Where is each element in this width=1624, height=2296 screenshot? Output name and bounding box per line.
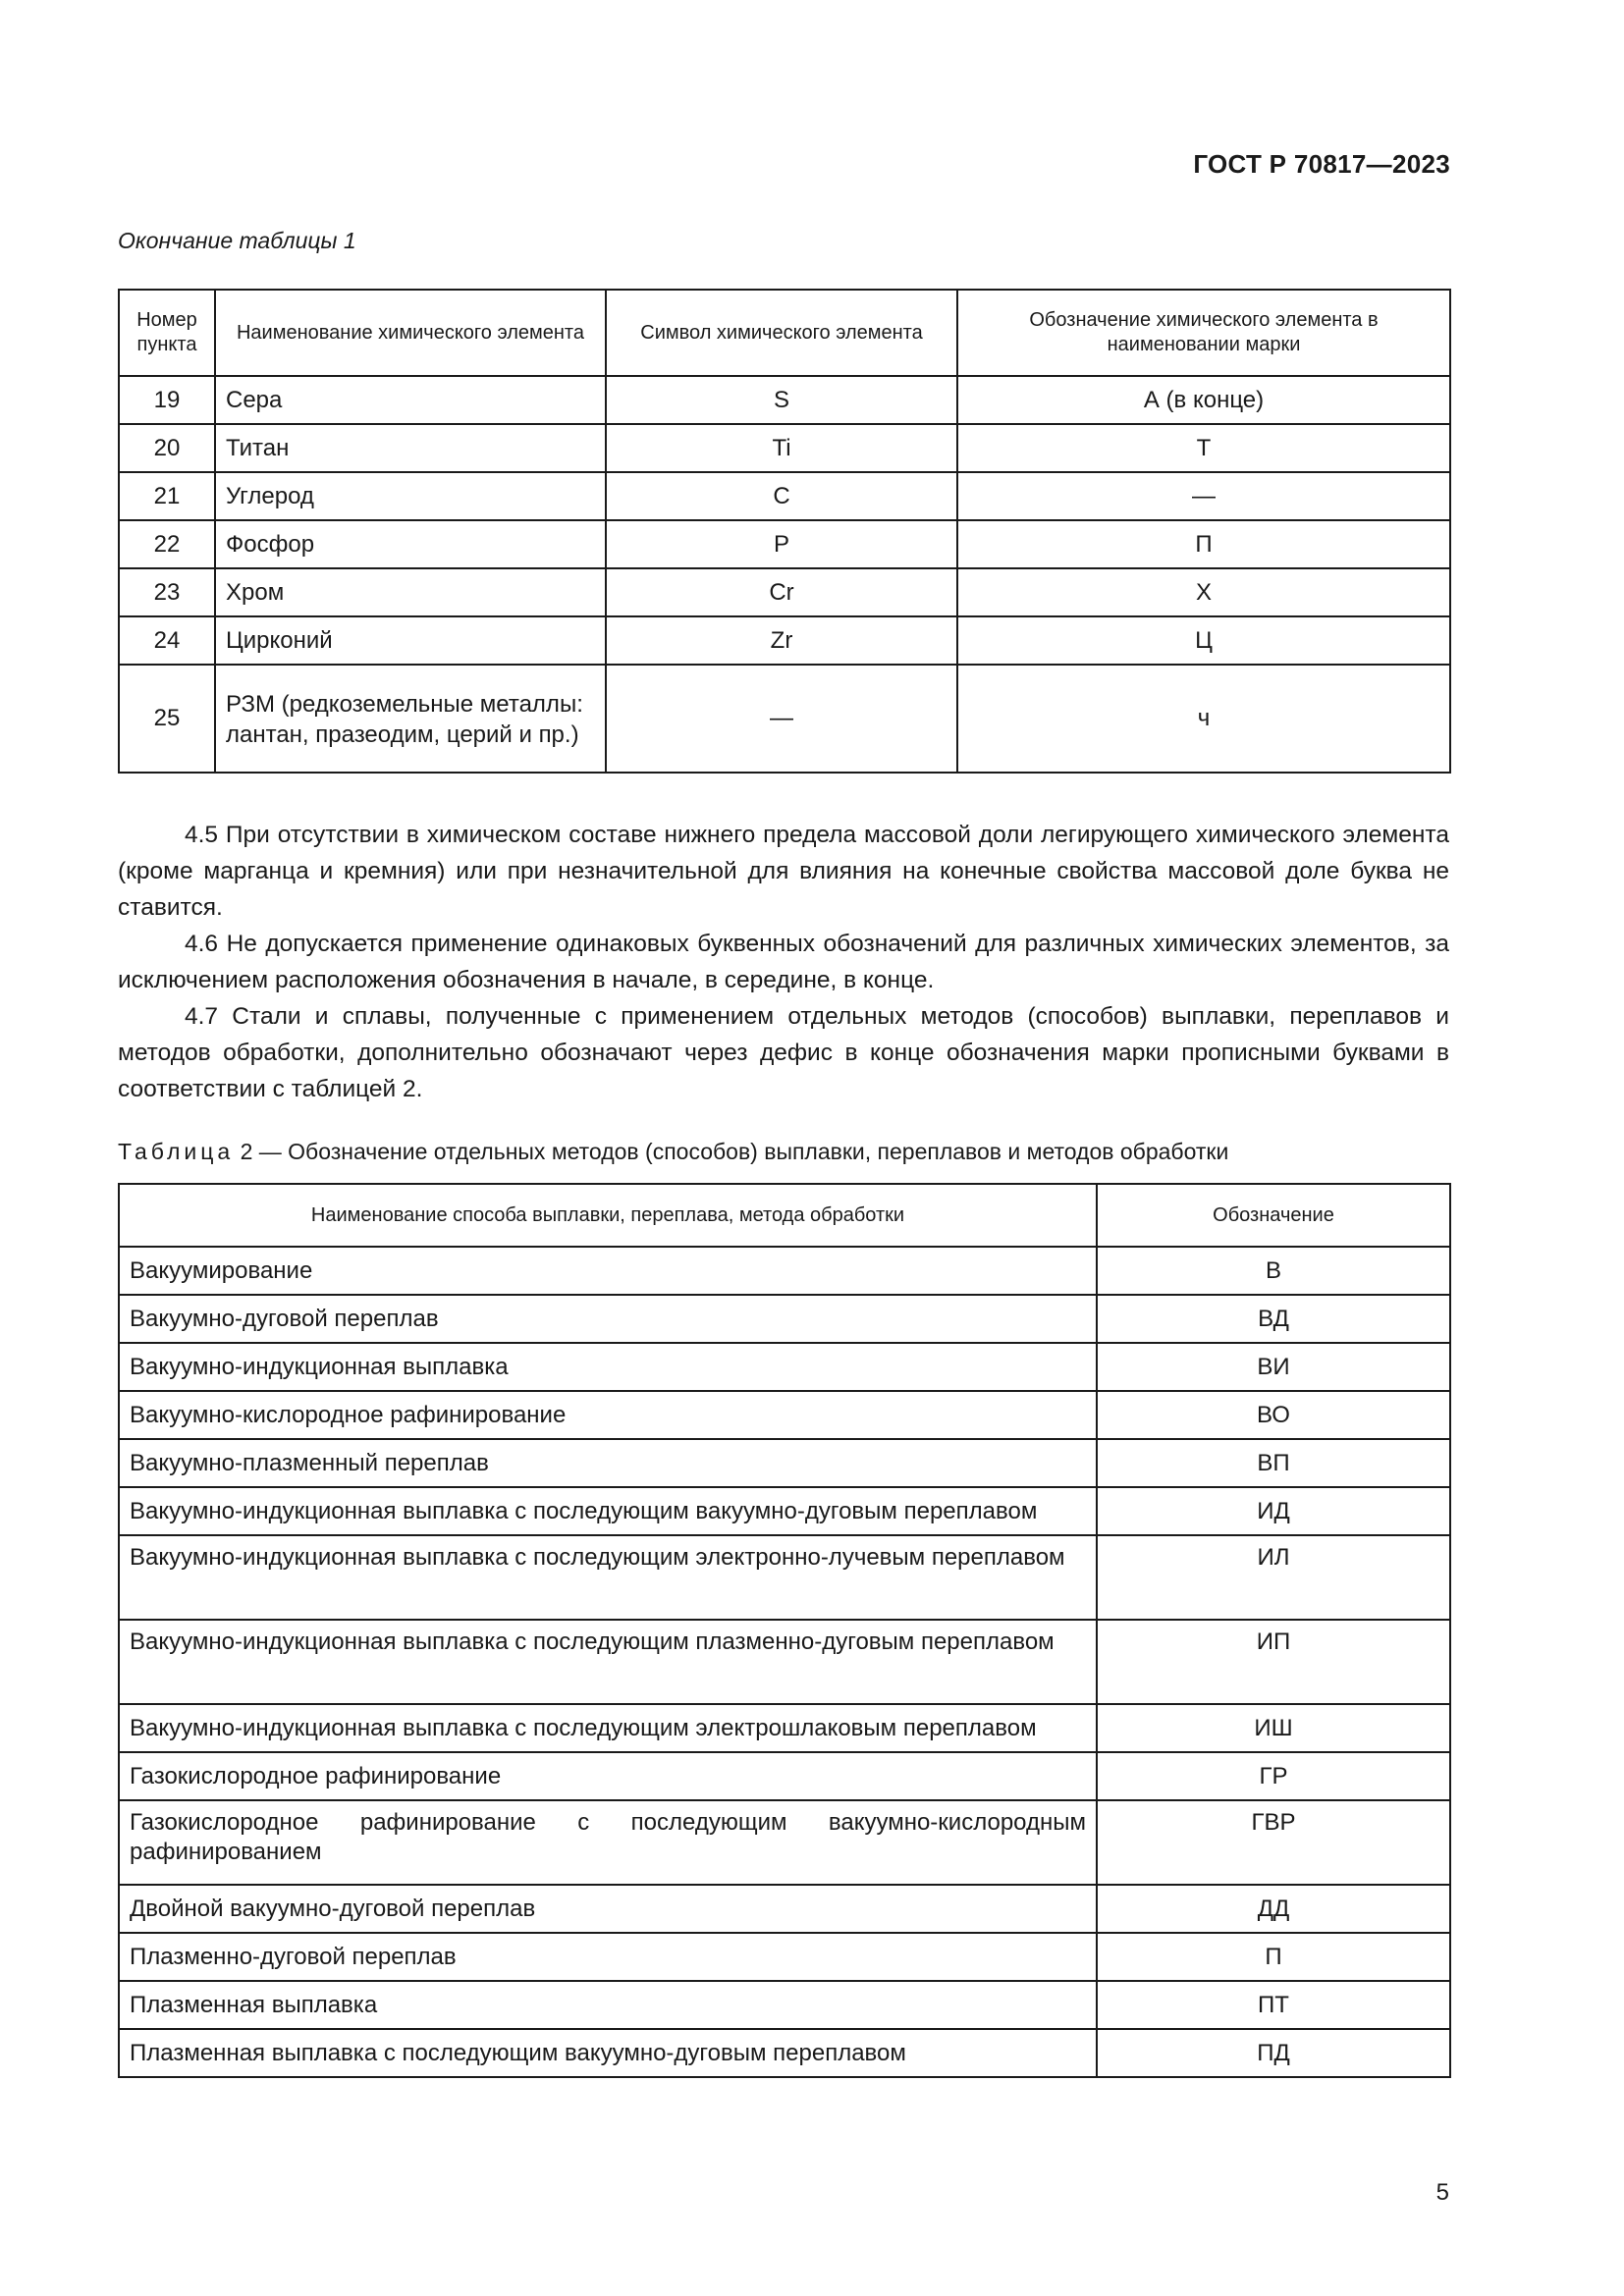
method-code: ВИ — [1097, 1343, 1450, 1391]
paragraph-4-6: 4.6 Не допускается применение одинаковых буквенных обозначений для различных химических элементов, за исключением расположения обозначения в начале, в середине, в конце. — [118, 931, 1449, 993]
element-name: Фосфор — [215, 520, 606, 568]
row-number: 21 — [119, 472, 215, 520]
method-name: Плазменно-дуговой переплав — [119, 1933, 1097, 1981]
table-row — [119, 1981, 1450, 2029]
element-designation: — — [957, 472, 1450, 520]
table-row — [119, 472, 1450, 520]
table-row — [119, 1704, 1450, 1752]
table2-caption-text: 2 — Обозначение отдельных методов (способов) выплавки, переплавов и методов обработки — [240, 1139, 1229, 1164]
method-name: Газокислородное рафинирование с последующим вакуумно-кислородным рафинированием — [119, 1800, 1097, 1885]
row-number: 19 — [119, 376, 215, 424]
method-name: Газокислородное рафинирование — [119, 1752, 1097, 1800]
chemical-elements-table — [118, 289, 1451, 774]
table2-caption-label: Таблица — [118, 1139, 235, 1164]
method-code: ИЛ — [1097, 1535, 1450, 1620]
method-name: Вакуумно-кислородное рафинирование — [119, 1391, 1097, 1439]
element-symbol: С — [606, 472, 957, 520]
method-code: ПД — [1097, 2029, 1450, 2077]
method-name: Вакуумно-индукционная выплавка с последующим электрошлаковым переплавом — [119, 1704, 1097, 1752]
method-name: Вакуумно-индукционная выплавка с последующим электронно-лучевым переплавом — [119, 1535, 1097, 1620]
element-name: Сера — [215, 376, 606, 424]
table-row — [119, 1247, 1450, 1295]
col-header-element-symbol: Символ химического элемента — [606, 290, 957, 376]
method-code: ИШ — [1097, 1704, 1450, 1752]
method-name: Плазменная выплавка с последующим вакуумно-дуговым переплавом — [119, 2029, 1097, 2077]
table-row — [119, 1800, 1450, 1885]
table-row — [119, 1885, 1450, 1933]
element-symbol: Cr — [606, 568, 957, 616]
element-designation: ч — [957, 665, 1450, 773]
body-text — [118, 817, 1449, 1107]
table2-caption — [118, 1139, 1228, 1165]
element-designation: Х — [957, 568, 1450, 616]
table-row — [119, 1752, 1450, 1800]
method-code: П — [1097, 1933, 1450, 1981]
col-header-number: Номер пункта — [119, 290, 215, 376]
table1-continuation-caption: Окончание таблицы 1 — [118, 228, 356, 253]
table2-header-row — [119, 1184, 1450, 1247]
element-designation: П — [957, 520, 1450, 568]
table-row — [119, 568, 1450, 616]
method-name: Плазменная выплавка — [119, 1981, 1097, 2029]
paragraph-4-5: 4.5 При отсутствии в химическом составе нижнего предела массовой доли легирующего химического элемента (кроме марганца и кремния) или при незначительной для влияния на конечные свойства массовой доле буква не ставится. — [118, 822, 1449, 921]
processing-methods-table — [118, 1183, 1451, 2078]
element-name: РЗМ (редкоземельные металлы: лантан, празеодим, церий и пр.) — [215, 665, 606, 773]
table-row — [119, 1535, 1450, 1620]
element-name: Титан — [215, 424, 606, 472]
method-code: ГВР — [1097, 1800, 1450, 1885]
method-code: ГР — [1097, 1752, 1450, 1800]
table-row — [119, 376, 1450, 424]
method-name: Вакуумно-индукционная выплавка — [119, 1343, 1097, 1391]
table-row — [119, 1343, 1450, 1391]
table-row — [119, 1487, 1450, 1535]
method-name: Вакуумно-плазменный переплав — [119, 1439, 1097, 1487]
table-row — [119, 1391, 1450, 1439]
element-symbol: Zr — [606, 616, 957, 665]
method-code: ИД — [1097, 1487, 1450, 1535]
element-name: Цирконий — [215, 616, 606, 665]
table-row — [119, 665, 1450, 773]
table-row — [119, 1933, 1450, 1981]
method-name: Двойной вакуумно-дуговой переплав — [119, 1885, 1097, 1933]
row-number: 23 — [119, 568, 215, 616]
row-number: 24 — [119, 616, 215, 665]
method-name: Вакуумно-индукционная выплавка с последующим плазменно-дуговым переплавом — [119, 1620, 1097, 1704]
table-row — [119, 1295, 1450, 1343]
method-code: ВО — [1097, 1391, 1450, 1439]
table-row — [119, 1439, 1450, 1487]
element-symbol: S — [606, 376, 957, 424]
col-header-method-name: Наименование способа выплавки, переплава, метода обработки — [119, 1184, 1097, 1247]
row-number: 22 — [119, 520, 215, 568]
document-code: ГОСТ Р 70817—2023 — [1193, 149, 1450, 179]
col-header-grade-designation: Обозначение химического элемента в наименовании марки — [957, 290, 1450, 376]
element-designation: Т — [957, 424, 1450, 472]
element-designation: Ц — [957, 616, 1450, 665]
table-row — [119, 520, 1450, 568]
col-header-element-name: Наименование химического элемента — [215, 290, 606, 376]
table-row — [119, 424, 1450, 472]
page-number: 5 — [1435, 2179, 1449, 2206]
method-code: ИП — [1097, 1620, 1450, 1704]
element-symbol: Ti — [606, 424, 957, 472]
table-row — [119, 1620, 1450, 1704]
method-name: Вакуумирование — [119, 1247, 1097, 1295]
method-code: ДД — [1097, 1885, 1450, 1933]
method-name: Вакуумно-дуговой переплав — [119, 1295, 1097, 1343]
element-symbol: — — [606, 665, 957, 773]
element-symbol: Р — [606, 520, 957, 568]
method-code: ВП — [1097, 1439, 1450, 1487]
element-name: Углерод — [215, 472, 606, 520]
col-header-method-code: Обозначение — [1097, 1184, 1450, 1247]
row-number: 20 — [119, 424, 215, 472]
table-row — [119, 616, 1450, 665]
method-code: ВД — [1097, 1295, 1450, 1343]
table-row — [119, 2029, 1450, 2077]
row-number: 25 — [119, 665, 215, 773]
element-designation: А (в конце) — [957, 376, 1450, 424]
table1-header-row — [119, 290, 1450, 376]
paragraph-4-7: 4.7 Стали и сплавы, полученные с применением отдельных методов (способов) выплавки, переплавов и методов обработки, дополнительно обозначают через дефис в конце обозначения марки прописными буквами в соответствии с таблицей 2. — [118, 1003, 1449, 1102]
element-name: Хром — [215, 568, 606, 616]
method-code: В — [1097, 1247, 1450, 1295]
method-name: Вакуумно-индукционная выплавка с последующим вакуумно-дуговым переплавом — [119, 1487, 1097, 1535]
method-code: ПТ — [1097, 1981, 1450, 2029]
